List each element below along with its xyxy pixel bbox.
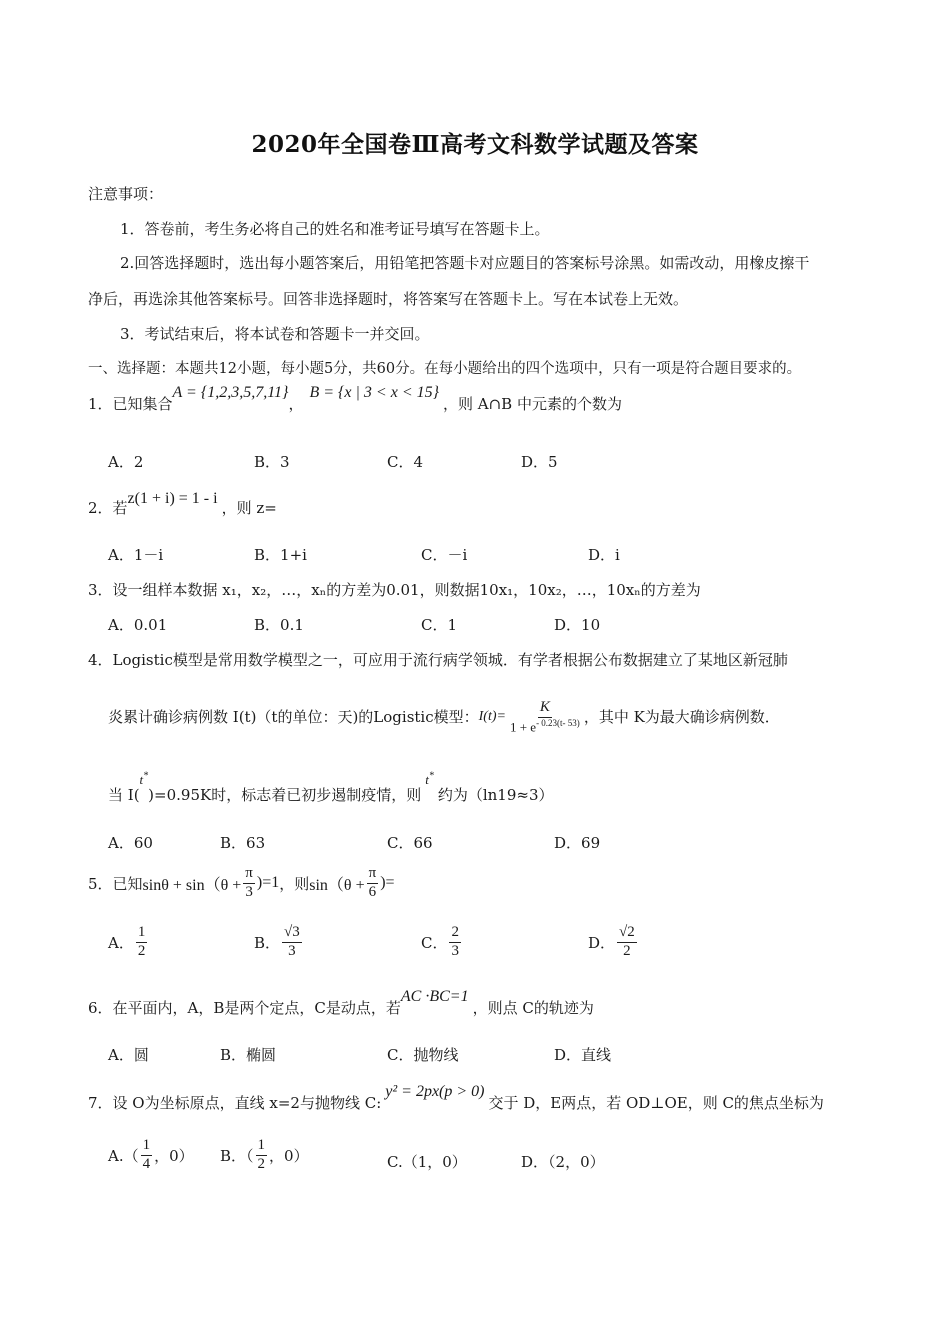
q4-tstar-1: t*: [139, 770, 149, 787]
q5-mid: ，则: [279, 874, 310, 893]
question-6: [88, 988, 594, 1018]
question-4-line-2: [108, 700, 780, 734]
notice-item-1: 1．答卷前，考生务必将自己的姓名和准考证号填写在答题卡上。: [120, 220, 550, 238]
q4-option-b: B．63: [220, 834, 266, 852]
q6-suffix: ，则点 C的轨迹为: [472, 999, 594, 1017]
question-1: [88, 384, 622, 414]
question-4-line-3: [108, 770, 554, 805]
q3-option-c: C．1: [421, 616, 458, 634]
q7-option-d: D．（2，0）: [521, 1153, 605, 1171]
q5-option-d: D． $\frac{√2}{2}$: [588, 924, 635, 959]
question-7: [88, 1083, 824, 1113]
q1-comma: ，: [288, 395, 304, 413]
q1-option-a: A．2: [108, 453, 144, 471]
q3-option-a: A．0.01: [108, 616, 168, 634]
q7-suffix: 交于 D，E两点，若 OD⊥OE，则 C的焦点坐标为: [488, 1094, 824, 1112]
section-heading: 一、选择题：本题共12小题，每小题5分，共60分。在每小题给出的四个选项中，只有一项是符合题目要求的。: [88, 361, 802, 377]
q3-option-d: D．10: [554, 616, 601, 634]
q4-line2-a: 炎累计确诊病例数 I(t)（t的单位：天)的Logistic模型：: [108, 708, 479, 727]
q5-expr2-a: sin（θ +: [309, 876, 365, 894]
q4-formula-exp: - 0.23(t- 53): [536, 717, 580, 728]
q5-prefix: 5．已知: [88, 874, 143, 893]
notice-item-3: 3．考试结束后，将本试卷和答题卡一并交回。: [120, 325, 430, 343]
q5-option-a: A． $\frac{1}{2}$: [108, 924, 146, 959]
q4-formula-den: 1 + e: [509, 719, 537, 735]
question-4-line-1: 4．Logistic模型是常用数学模型之一，可应用于流行病学领城．有学者根据公布数据建立了某地区新冠肺: [88, 651, 788, 669]
q6-prefix: 6．在平面内，A，B是两个定点，C是动点，若: [88, 999, 401, 1017]
q4-tstar-2: t*: [425, 770, 434, 787]
q7-option-b: B．（ $\frac{1}{2}$ ，0）: [220, 1137, 309, 1172]
q5-expr2-b: )=: [380, 874, 395, 892]
q4-option-d: D．69: [554, 834, 601, 852]
q3-option-b: B．0.1: [254, 616, 304, 634]
q4-option-c: C．66: [387, 834, 433, 852]
q4-formula-lhs: I(t)=: [478, 708, 506, 724]
q4-line3-b: )=0.95K时，标志着已初步遏制疫情，则: [148, 786, 422, 804]
q2-expr: z(1 + i) = 1 - i: [127, 490, 218, 507]
q2-option-a: A．1－i: [108, 546, 164, 564]
notice-item-2a: 2.回答选择题时，选出每小题答案后，用铅笔把答题卡对应题目的答案标号涂黑。如需改动，用橡皮擦干: [120, 254, 810, 272]
q1-set-b: B = {x | 3 < x < 15}: [309, 384, 440, 401]
q6-option-d: D．直线: [554, 1046, 612, 1064]
question-3: 3．设一组样本数据 x₁，x₂，…，xₙ的方差为0.01，则数据10x₁，10x₂，…，10xₙ的方差为: [88, 581, 701, 599]
q7-option-c: C.（1，0）: [387, 1153, 467, 1171]
q2-option-d: D．i: [588, 546, 620, 564]
notice-heading: 注意事项：: [88, 185, 164, 203]
q5-option-b: B． $\frac{√3}{3}$: [254, 924, 300, 959]
q2-option-b: B．1+i: [254, 546, 307, 564]
q1-set-a: A = {1,2,3,5,7,11}: [172, 384, 289, 401]
q5-expr1-a: sinθ + sin（θ +: [142, 876, 242, 894]
q5-frac-pi-6: $\frac{\pi}{6}$: [368, 865, 377, 900]
page-title: 2020年全国卷Ⅲ高考文科数学试题及答案: [251, 131, 699, 158]
question-5: [88, 866, 395, 901]
q5-expr1-b: )=1: [256, 874, 280, 892]
q2-prefix: 2．若: [88, 499, 128, 517]
q1-prefix: 1．已知集合: [88, 395, 173, 413]
notice-item-2b: 净后，再选涂其他答案标号。回答非选择题时，将答案写在答题卡上。写在本试卷上无效。: [88, 290, 689, 308]
q5-frac-pi-3: $\frac{\pi}{3}$: [245, 865, 253, 900]
q4-line3-a: 当 I(: [108, 786, 140, 804]
q1-option-c: C．4: [387, 453, 424, 471]
question-2: [88, 490, 277, 518]
q4-line2-b: ，其中 K为最大确诊病例数．: [583, 708, 780, 727]
q6-expr: AC ·BC=1: [400, 988, 469, 1005]
q5-option-c: C． $\frac{2}{3}$: [421, 924, 459, 959]
q6-option-c: C．抛物线: [387, 1046, 459, 1064]
q2-suffix: ，则 z=: [221, 499, 277, 517]
q6-option-b: B．椭圆: [220, 1046, 277, 1064]
q4-line3-c: 约为（ln19≈3）: [437, 786, 554, 804]
q7-expr: y² = 2px(p > 0): [385, 1083, 485, 1100]
q4-formula-fraction: [508, 700, 582, 734]
q7-option-a: A.（ $\frac{1}{4}$ ，0）: [108, 1137, 194, 1172]
q4-option-a: A．60: [108, 834, 153, 852]
q2-option-c: C．－i: [421, 546, 468, 564]
q6-option-a: A．圆: [108, 1046, 149, 1064]
q7-prefix: 7．设 O为坐标原点，直线 x=2与抛物线 C:: [88, 1094, 382, 1112]
q4-formula-num: K: [538, 700, 552, 718]
q1-option-d: D．5: [521, 453, 558, 471]
q1-option-b: B．3: [254, 453, 290, 471]
q1-suffix: ，则 A∩B 中元素的个数为: [443, 395, 622, 413]
